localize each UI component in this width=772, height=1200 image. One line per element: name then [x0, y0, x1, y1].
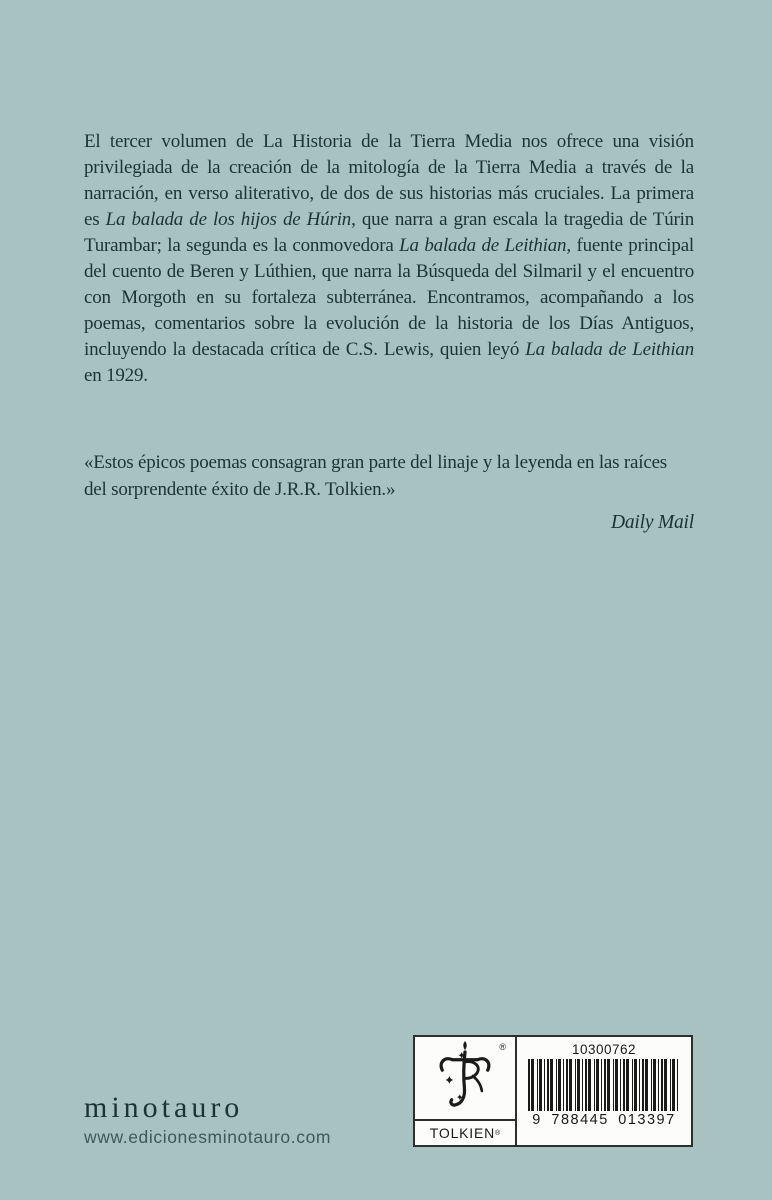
publisher-website: www.edicionesminotauro.com: [84, 1127, 332, 1147]
tolkien-monogram-icon: [432, 1039, 498, 1117]
review-quote: «Estos épicos poemas consagran gran parte del linaje y la leyenda en las raíces del sorprendente éxito de J.R.R. Tolkien.»: [84, 452, 667, 500]
tolkien-logo-panel: [415, 1037, 517, 1145]
isbn-number: 9 788445 013397: [532, 1112, 676, 1128]
monogram-cell: [415, 1037, 515, 1119]
review-block: [84, 449, 694, 536]
tolkien-brand-text: TOLKIEN: [429, 1125, 496, 1141]
publisher-block: [84, 1092, 331, 1147]
barcode-icon: [528, 1059, 680, 1111]
review-attribution: Daily Mail: [610, 512, 694, 533]
barcode-panel: [517, 1037, 691, 1145]
isbn-box: [413, 1035, 693, 1147]
product-code: 10300762: [571, 1042, 637, 1057]
brand-registered-mark: ®: [495, 1129, 501, 1137]
registered-trademark-mark: ®: [499, 1042, 506, 1052]
minotauro-logo: minotauro: [84, 1091, 244, 1124]
synopsis-text: El tercer volumen de La Historia de la Tierra Media nos ofrece una visión privilegiada de la creación de la mitología de la Tierra Media a través de la narración, en verso aliterativo, de dos de sus historias más cruciales. La primera es La balada de los hijos de Húrin, que narra a gran escala la tragedia de Túrin Turambar; la segunda es la conmovedora La balada de Leithian, fuente principal del cuento de Beren y Lúthien, que narra la Búsqueda del Silmaril y el encuentro con Morgoth en su fortaleza subterránea. Encontramos, acompañando a los poemas, comentarios sobre la evolución de la historia de los Días Antiguos, incluyendo la destacada crítica de C.S. Lewis, quien leyó La balada de Leithian en 1929.: [84, 131, 695, 386]
tolkien-brand-label: [415, 1119, 515, 1145]
